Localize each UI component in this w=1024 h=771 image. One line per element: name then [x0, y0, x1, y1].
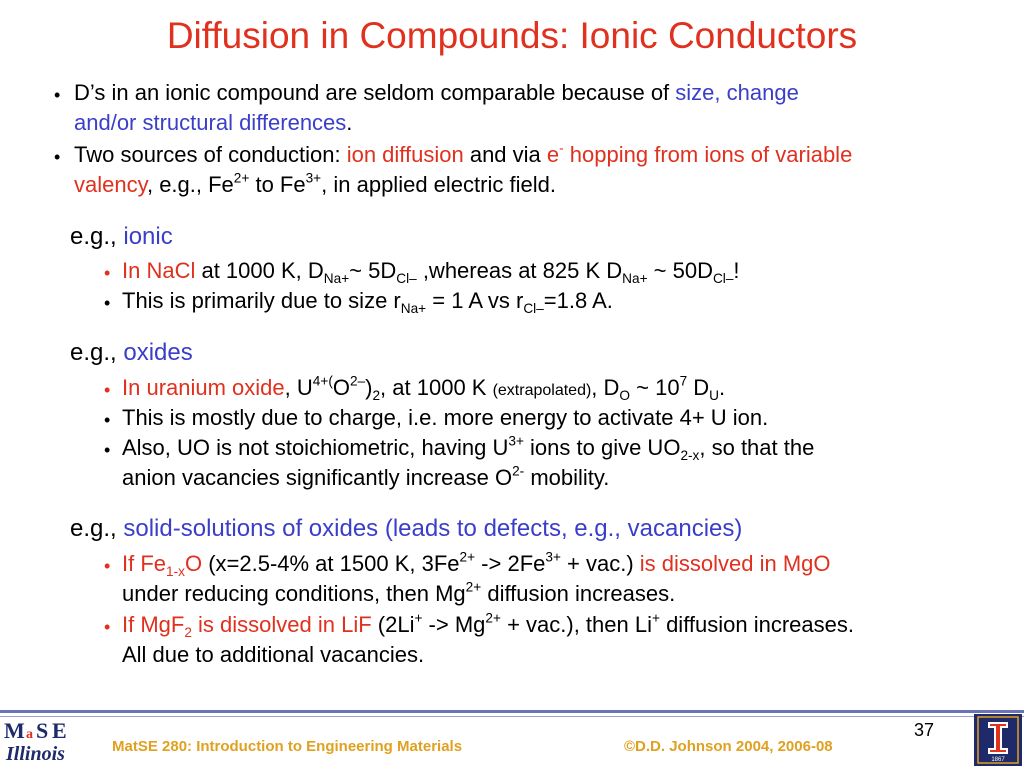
- bullet-1-line-1: [74, 78, 799, 108]
- bullet-dot: •: [54, 85, 61, 105]
- university-block-i-logo: [974, 714, 1022, 766]
- text: D’s in an ionic compound are seldom comparable because of: [74, 80, 676, 105]
- footer-copyright: ©D.D. Johnson 2004, 2006-08: [624, 738, 833, 755]
- bullet-2-line-1: [74, 140, 852, 170]
- svg-text:M: M: [4, 718, 25, 743]
- mse-illinois-logo: [0, 714, 86, 766]
- svg-text:S: S: [36, 718, 49, 743]
- highlight-text: valency: [74, 172, 147, 197]
- bullet-2-line-2: valency, e.g., $Fe^{2+}$ to $Fe^{3+}$, in applied electric field.: [74, 170, 556, 197]
- bullet-dot: •: [104, 380, 111, 400]
- footer-course: MatSE 280: Introduction to Engineering Materials: [112, 738, 463, 755]
- highlight-text: size, change: [675, 80, 799, 105]
- bullet-dot: •: [104, 556, 111, 576]
- solid-item-2-line-1: If MgF$_2$ is dissolved in LiF $(2Li^+ -> Mg^{2+} + vac.)$, then Li+ diffusion increases.: [122, 610, 854, 640]
- bullet-dot: •: [104, 410, 111, 430]
- footer-rule: [0, 710, 1024, 713]
- svg-text:Illinois: Illinois: [6, 743, 65, 765]
- svg-text:1867: 1867: [991, 757, 1005, 763]
- solid-item-1-line-2: under reducing conditions, then $Mg^{2+}$ diffusion increases.: [122, 579, 676, 606]
- page-number: 37: [914, 720, 935, 740]
- bullet-dot: •: [104, 617, 111, 637]
- ionic-item-2: This is primarily due to size $r_{Na+} = 1$ A vs $r_{Cl-}=1.8$ A.: [122, 288, 613, 316]
- bullet-dot: •: [104, 440, 111, 460]
- oxides-item-3-line-2: anion vacancies significantly increase $O^{2-}$ mobility.: [122, 463, 610, 490]
- oxides-item-2: This is mostly due to charge, i.e. more energy to activate 4+ U ion.: [122, 405, 769, 430]
- highlight-text: ion diffusion: [346, 142, 464, 167]
- text: .: [346, 110, 353, 135]
- bullet-1-line-2: [74, 108, 352, 138]
- bullet-dot: •: [104, 293, 111, 313]
- bullet-dot: •: [104, 263, 111, 283]
- section-heading-ionic: e.g., ionic: [70, 223, 173, 250]
- bullet-dot: •: [54, 147, 61, 167]
- ionic-item-1: In NaCl at 1000 K, $D_{Na+}\sim$ $5D_{Cl-}$ ,whereas at 825 K $D_{Na+}$ ~ $50D_{Cl-}$!: [122, 258, 740, 286]
- footer-rule-thin: [0, 716, 1024, 717]
- svg-text:a: a: [26, 727, 33, 742]
- text: and via: [463, 142, 547, 167]
- svg-text:E: E: [52, 718, 67, 743]
- section-heading-solid-solutions: e.g., solid-solutions of oxides (leads to defects, e.g., vacancies): [70, 515, 743, 542]
- oxides-item-1: In uranium oxide, $U^{4+(}O^{2-})_2$, at 1000 K (extrapolated), $D_O$ ~ $10^7$ $D_U$.: [122, 373, 726, 403]
- highlight-text: e-: [546, 140, 564, 167]
- solid-item-2-line-2: All due to additional vacancies.: [122, 642, 425, 667]
- text: Two sources of conduction:: [74, 142, 347, 167]
- section-heading-oxides: e.g., oxides: [70, 339, 193, 366]
- solid-item-1-line-1: If $Fe_{1-x}O$ (x=2.5-4% at 1500 K, $3Fe^{2+} -> 2Fe^{3+} + vac$.) is dissolved in MgO: [122, 549, 831, 579]
- oxides-item-3-line-1: Also, UO is not stoichiometric, having $U^{3+}$ ions to give $UO_{2-x}$, so that the: [122, 433, 815, 463]
- highlight-text: hopping from ions of variable: [563, 142, 853, 167]
- highlight-text: and/or structural differences: [74, 110, 347, 135]
- slide-title: Diffusion in Compounds: Ionic Conductors: [166, 15, 858, 56]
